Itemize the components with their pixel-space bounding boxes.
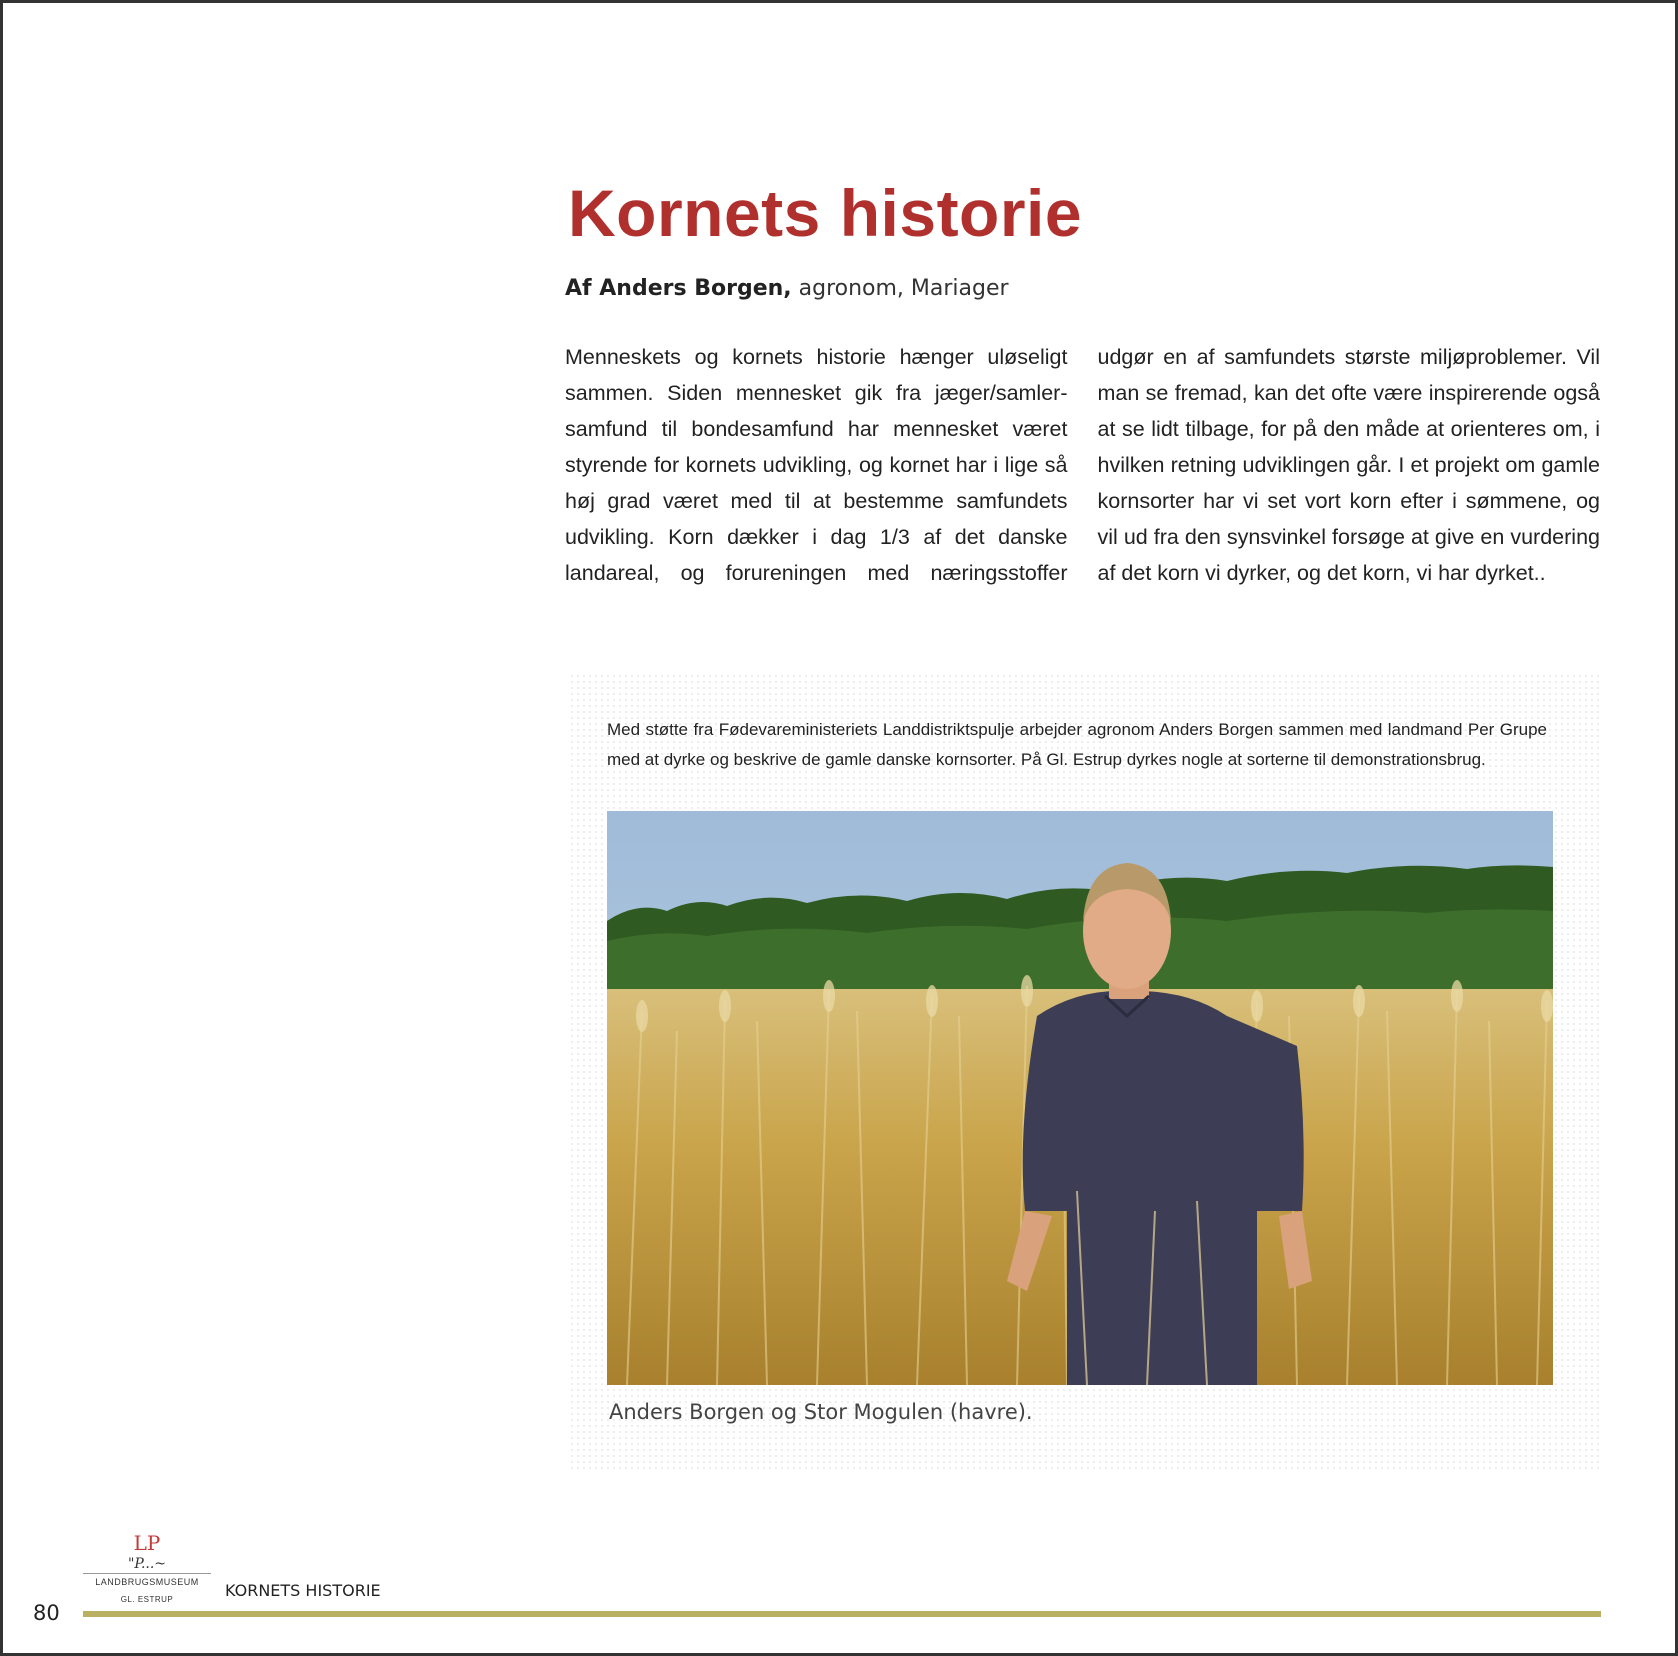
running-head: KORNETS HISTORIE	[225, 1581, 381, 1600]
fact-box-text: Med støtte fra Fødevareministeriets Landdistriktspulje arbejder agronom Anders Borgen sammen med landmand Per Grupe med at dyrke og beskrive de gamle danske kornsorter. På Gl. Estrup dyrkes nogle at sorterne til demonstrationsbrug.	[607, 720, 1547, 769]
field-photo	[607, 811, 1553, 1385]
logo-mark: LP	[133, 1531, 161, 1555]
footer-rule	[83, 1611, 1601, 1617]
logo-line-1: LANDBRUGSMUSEUM	[83, 1573, 211, 1591]
byline-author: Af Anders Borgen,	[565, 276, 792, 301]
photo-illustration	[607, 811, 1553, 1385]
byline	[565, 276, 1009, 301]
intro-paragraph: Menneskets og kornets historie hænger uløseligt sammen. Siden mennesket gik fra jæger/samler-samfund til bondesamfund har mennesket været styrende for kornets udvikling, og kornet har i lige så høj grad været med til at bestemme samfundets udvikling. Korn dækker i dag 1/3 af det danske landareal, og forureningen med næringsstoffer udgør en af samfundets største miljøproblemer. Vil man se fremad, kan det ofte være inspirerende også at se lidt tilbage, for på den måde at orienteres om, i hvilken retning udviklingen går. I et projekt om gamle kornsorter har vi set vort korn efter i sømmene, og vil ud fra den synsvinkel forsøge at give en vurdering af det korn vi dyrker, og det korn, vi har dyrket..	[565, 345, 1600, 585]
museum-logo	[83, 1531, 211, 1607]
intro-text	[565, 339, 1600, 591]
logo-line-2: GL. ESTRUP	[120, 1595, 174, 1604]
byline-role: agronom, Mariager	[791, 276, 1009, 301]
page-number: 80	[33, 1601, 60, 1625]
logo-signature: "P...~	[127, 1556, 167, 1572]
fact-box	[569, 673, 1599, 1471]
photo-caption: Anders Borgen og Stor Mogulen (havre).	[609, 1400, 1033, 1424]
article-title: Kornets historie	[568, 176, 1083, 251]
